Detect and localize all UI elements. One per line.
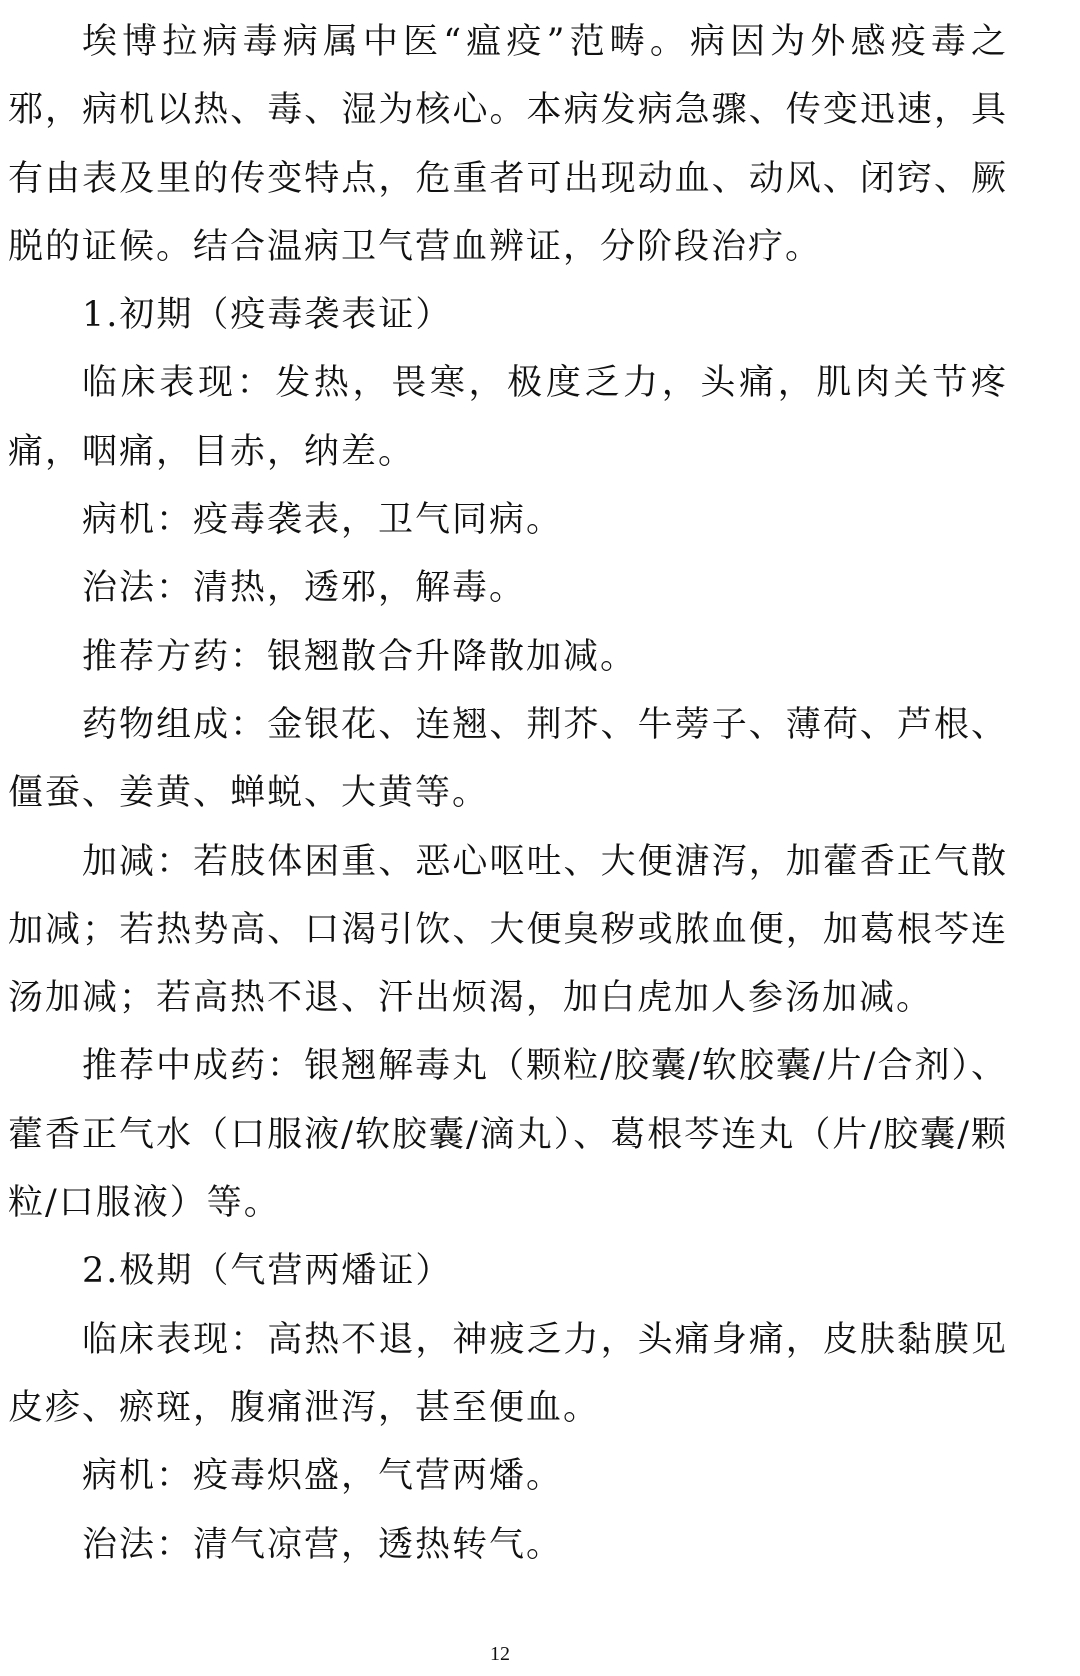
recommended-prescription-paragraph: 推荐方药：银翘散合升降散加减。 [82, 636, 638, 677]
drug-composition-paragraph: 药物组成：金银花、连翘、荆芥、牛蒡子、薄荷、芦根、僵蚕、姜黄、蝉蜕、大黄等。 [8, 704, 1008, 814]
pathogenesis-paragraph: 病机：疫毒袭表，卫气同病。 [82, 500, 564, 541]
section-heading-initial-stage: 1.初期（疫毒袭表证） [82, 295, 453, 336]
recommended-patent-medicine-paragraph: 推荐中成药：银翘解毒丸（颗粒/胶囊/软胶囊/片/合剂）、藿香正气水（口服液/软胶囊/滴丸）、葛根芩连丸（片/胶囊/颗粒/口服液）等。 [8, 1046, 1008, 1224]
section-heading-peak-stage: 2.极期（气营两燔证） [82, 1251, 453, 1292]
document-page [8, 8, 1008, 1579]
treatment-method-paragraph: 治法：清热，透邪，解毒。 [82, 568, 527, 609]
peak-pathogenesis-paragraph: 病机：疫毒炽盛，气营两燔。 [82, 1456, 564, 1497]
clinical-manifestation-paragraph: 临床表现：发热，畏寒，极度乏力，头痛，肌肉关节疼痛，咽痛，目赤，纳差。 [8, 363, 1008, 472]
intro-paragraph: 埃博拉病毒病属中医“瘟疫”范畴。病因为外感疫毒之邪，病机以热、毒、湿为核心。本病发病急骤、传变迅速，具有由表及里的传变特点，危重者可出现动血、动风、闭窍、厥脱的证候。结合温病卫气营血辨证，分阶段治疗。 [8, 22, 1008, 267]
peak-clinical-manifestation-paragraph: 临床表现：高热不退，神疲乏力，头痛身痛，皮肤黏膜见皮疹、瘀斑，腹痛泄泻，甚至便血。 [8, 1319, 1008, 1428]
page-number: 12 [490, 1643, 510, 1665]
modification-paragraph: 加减：若肢体困重、恶心呕吐、大便溏泻，加藿香正气散加减；若热势高、口渴引饮、大便臭秽或脓血便，加葛根芩连汤加减；若高热不退、汗出烦渴，加白虎加人参汤加减。 [8, 841, 1008, 1019]
peak-treatment-method-paragraph: 治法：清气凉营，透热转气。 [82, 1524, 564, 1565]
